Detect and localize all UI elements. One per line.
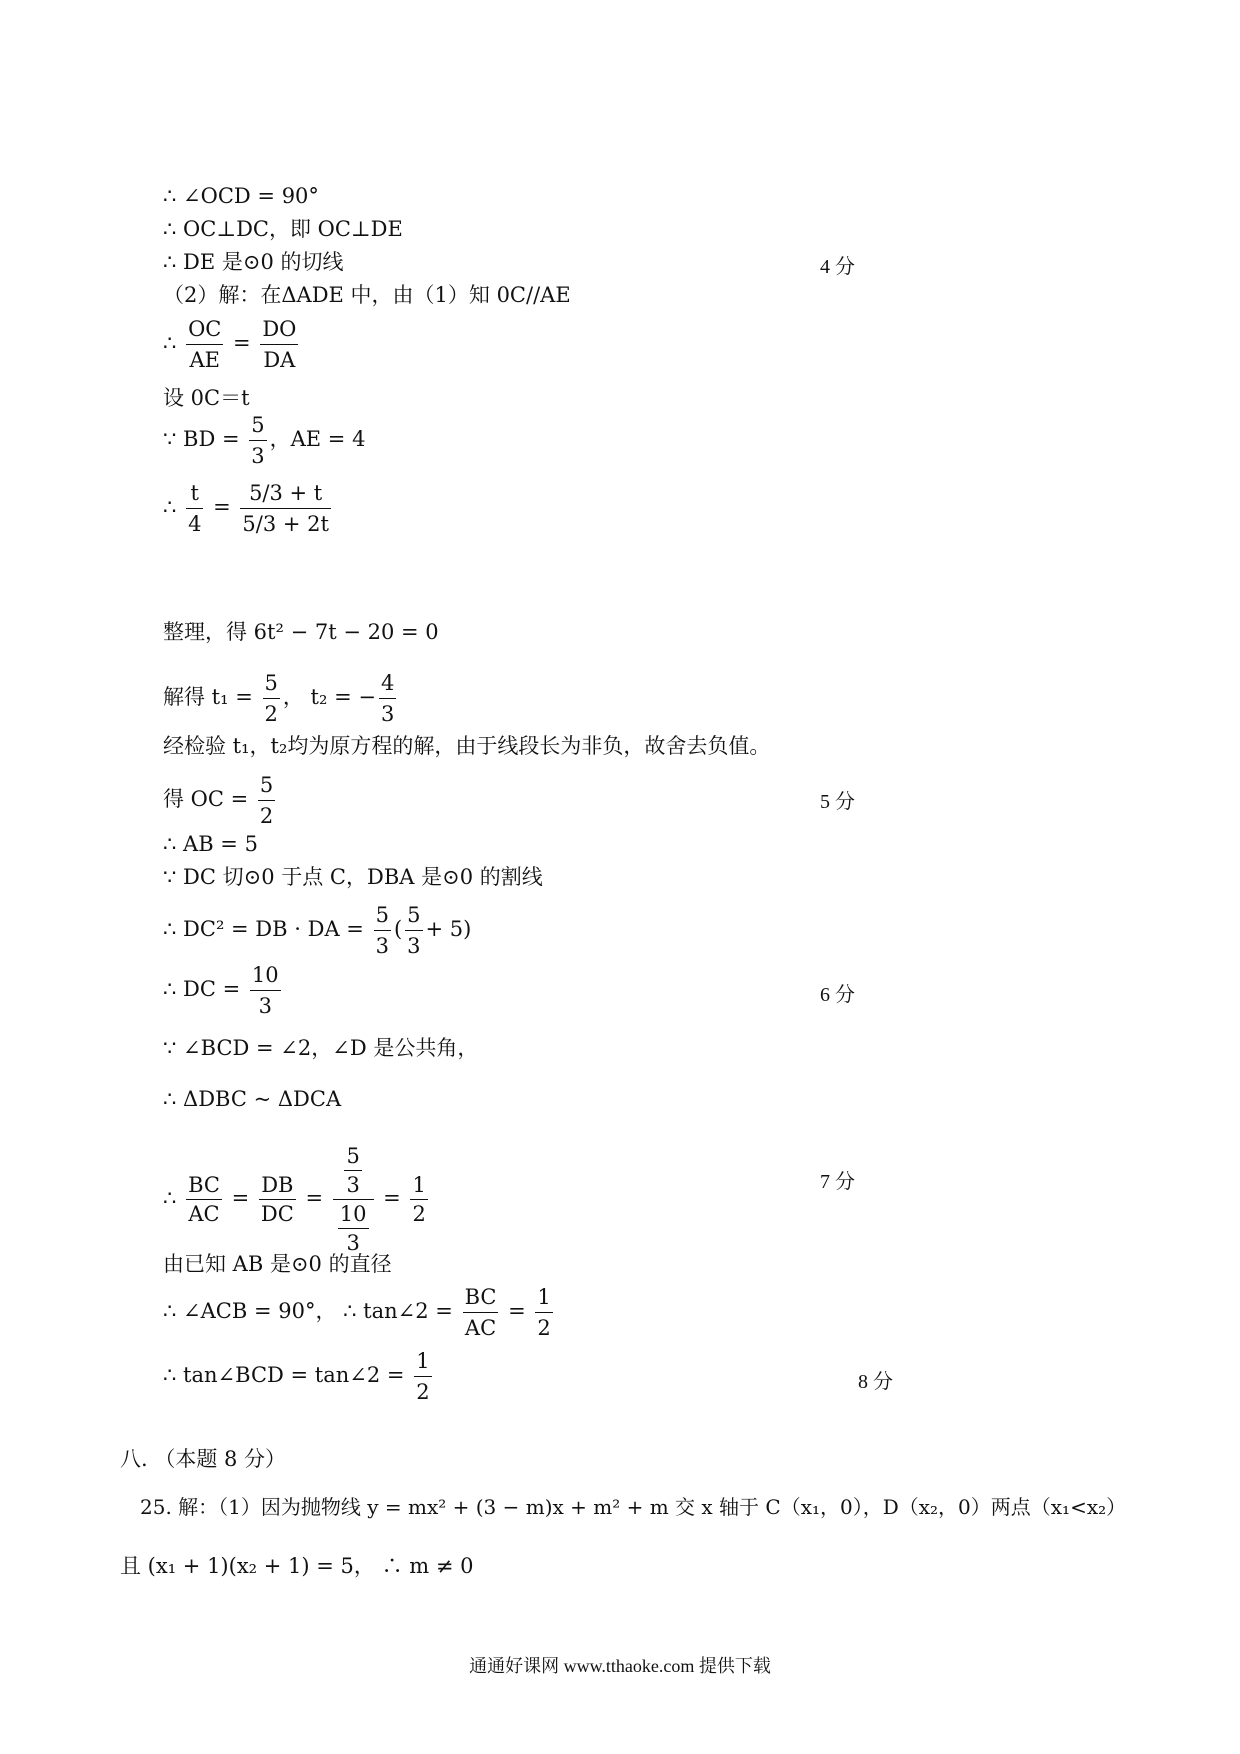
- score-8: 8 分: [858, 1371, 893, 1393]
- common-angle: ∵ ∠BCD = ∠2，∠D 是公共角，: [163, 1036, 479, 1060]
- page-footer: 通通好课网 www.tthaoke.com 提供下载: [469, 1656, 771, 1676]
- given-bd-ae: ∵ BD = $\frac{5}{3}$ ，AE = 4: [163, 410, 365, 471]
- oc-value: 得 OC = $\frac{5}{2}$: [163, 770, 278, 831]
- simplify: 整理，得 6t² − 7t − 20 = 0: [163, 620, 439, 644]
- step-tangent: ∴ DE 是⊙0 的切线: [163, 250, 344, 274]
- ratio-bc-ac: ∴ $\frac{BC}{AC}$ = $\frac{DB}{DC}$ = $\frac{\frac{5}{3}}{\frac{10}{3}}$ = $\frac{1}{2}$: [163, 1144, 426, 1255]
- score-6: 6 分: [820, 984, 855, 1006]
- ratio-oc-ae: ∴ $\frac{OC}{AE}$ = $\frac{DO}{DA}$: [163, 314, 301, 375]
- tan-angle-2: ∴ ∠ACB = 90°， ∴ tan∠2 = $\frac{BC}{AC}$ = $\frac{1}{2}$: [163, 1282, 556, 1343]
- tangent-secant: ∵ DC 切⊙0 于点 C，DBA 是⊙0 的割线: [163, 865, 543, 889]
- score-4: 4 分: [820, 256, 855, 278]
- dc-value: ∴ DC = $\frac{10}{3}$: [163, 960, 284, 1021]
- problem-25: 25. 解：（1）因为抛物线 y = mx² + (3 − m)x + m² + m 交 x 轴于 C（x₁，0），D（x₂，0）两点（x₁<x₂）: [140, 1495, 1127, 1519]
- diameter: 由已知 AB 是⊙0 的直径: [163, 1252, 392, 1276]
- score-7: 7 分: [820, 1171, 855, 1193]
- equation-t: ∴ $\frac{t}{4}$ = $\frac{5/3 + t}{5/3 + 2t}$: [163, 478, 334, 539]
- section-8-heading: 八. （本题 8 分）: [120, 1447, 287, 1471]
- condition: 且 (x₁ + 1)(x₂ + 1) = 5， ∴ m ≠ 0: [120, 1554, 474, 1578]
- check-roots: 经检验 t₁，t₂均为原方程的解，由于线段长为非负，故舍去负值。: [163, 734, 771, 758]
- score-5: 5 分: [820, 791, 855, 813]
- part2-intro: （2）解：在ΔADE 中，由（1）知 0C//AE: [163, 283, 571, 307]
- step-perpendicular: ∴ OC⊥DC，即 OC⊥DE: [163, 217, 403, 241]
- similar-triangles: ∴ ΔDBC ~ ΔDCA: [163, 1087, 342, 1111]
- tan-bcd: ∴ tan∠BCD = tan∠2 = $\frac{1}{2}$: [163, 1346, 435, 1407]
- dc-squared: ∴ DC² = DB · DA = $\frac{5}{3}$ ( $\frac{5}{3}$ + 5): [163, 900, 471, 961]
- roots: 解得 t₁ = $\frac{5}{2}$ ， t₂ = − $\frac{4}{3}$: [163, 668, 399, 729]
- ab-value: ∴ AB = 5: [163, 832, 258, 856]
- step-angle-ocd: ∴ ∠OCD = 90°: [163, 184, 319, 208]
- let-oc-t: 设 0C＝t: [163, 386, 250, 410]
